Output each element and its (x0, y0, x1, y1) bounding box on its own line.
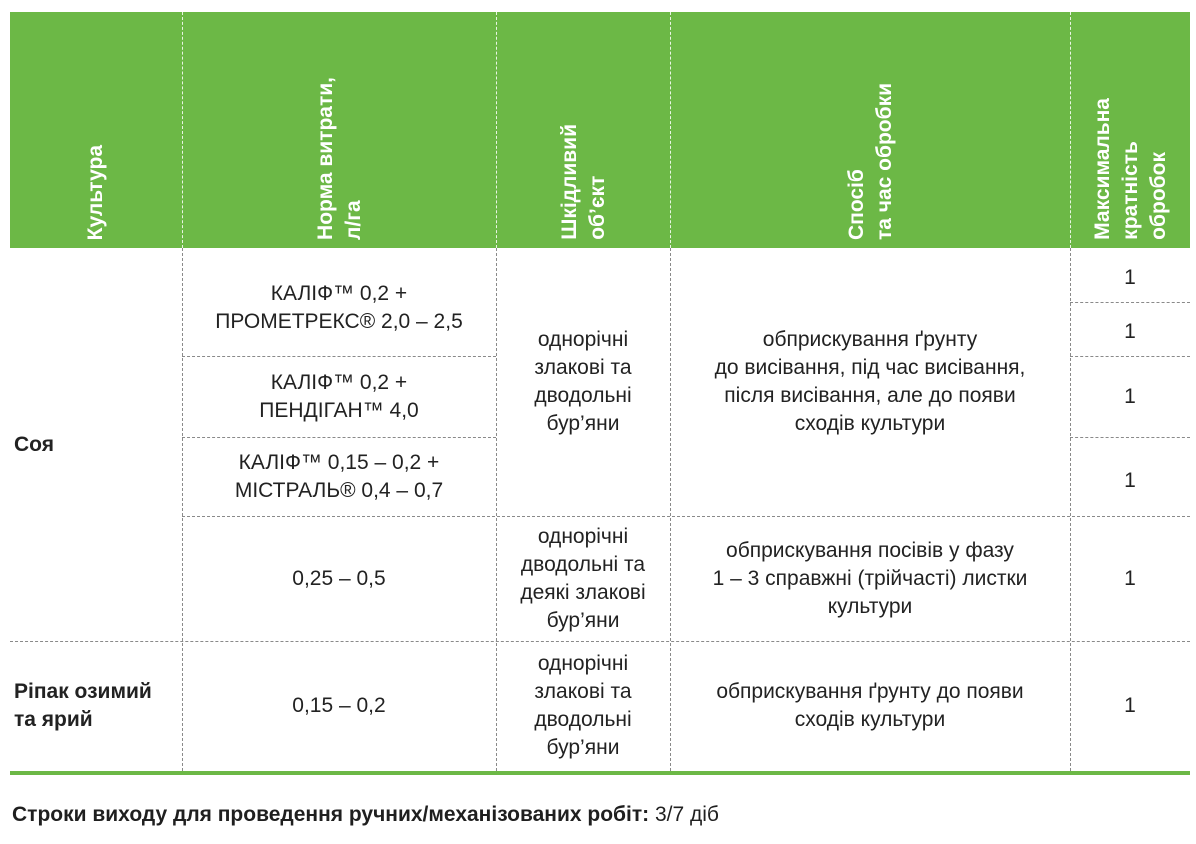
method-cell: обприскування ґрунту до появи сходів культури (716, 680, 1024, 731)
rate-cell: 0,15 – 0,2 (292, 694, 386, 717)
header-rate (182, 12, 496, 248)
grid-line (1070, 302, 1190, 303)
header-max-label: Максимальна кратність обробок (1090, 98, 1170, 240)
footer-label: Строки виходу для проведення ручних/механізованих робіт: (12, 803, 650, 826)
footer-value: 3/7 діб (654, 803, 719, 826)
pest-cell: однорічні дводольні та деякі злакові бур’яни (520, 524, 646, 632)
header-max (1070, 12, 1190, 248)
max-cell: 1 (1124, 320, 1136, 343)
max-cell: 1 (1124, 384, 1136, 408)
footer-note (12, 800, 719, 830)
method-cell: обприскування посівів у фазу 1 – 3 справжні (трійчасті) листки культури (712, 538, 1028, 618)
header-method (670, 12, 1070, 248)
header-culture (10, 12, 182, 248)
method-cell: обприскування ґрунту до висівання, під час висівання, після висівання, але до появи сходів культури (714, 328, 1026, 435)
max-cell: 1 (1124, 266, 1136, 289)
max-cell: 1 (1124, 566, 1136, 590)
rate-cell: КАЛІФ™ 0,2 + ПРОМЕТРЕКС® 2,0 – 2,5 (215, 282, 463, 333)
max-cell: 1 (1124, 694, 1136, 717)
table-bottom-rule (10, 771, 1190, 775)
pest-cell: однорічні злакові та дводольні бур’яни (534, 328, 632, 435)
max-cell: 1 (1124, 468, 1136, 492)
header-pest (496, 12, 670, 248)
rate-cell: КАЛІФ™ 0,2 + ПЕНДІГАН™ 4,0 (259, 370, 419, 422)
rate-cell: 0,25 – 0,5 (292, 566, 386, 590)
header-pest-label: Шкідливий об’єкт (557, 124, 609, 240)
pest-cell: однорічні злакові та дводольні бур’яни (534, 652, 632, 759)
culture-rapeseed: Ріпак озимий та ярий (14, 680, 152, 731)
rate-cell: КАЛІФ™ 0,15 – 0,2 + МІСТРАЛЬ® 0,4 – 0,7 (234, 450, 444, 502)
header-culture-label: Культура (84, 144, 107, 240)
culture-soy: Соя (14, 432, 54, 456)
header-rate-label: Норма витрати, л/га (313, 77, 365, 240)
header-method-label: Спосіб та час обробки (844, 82, 896, 240)
